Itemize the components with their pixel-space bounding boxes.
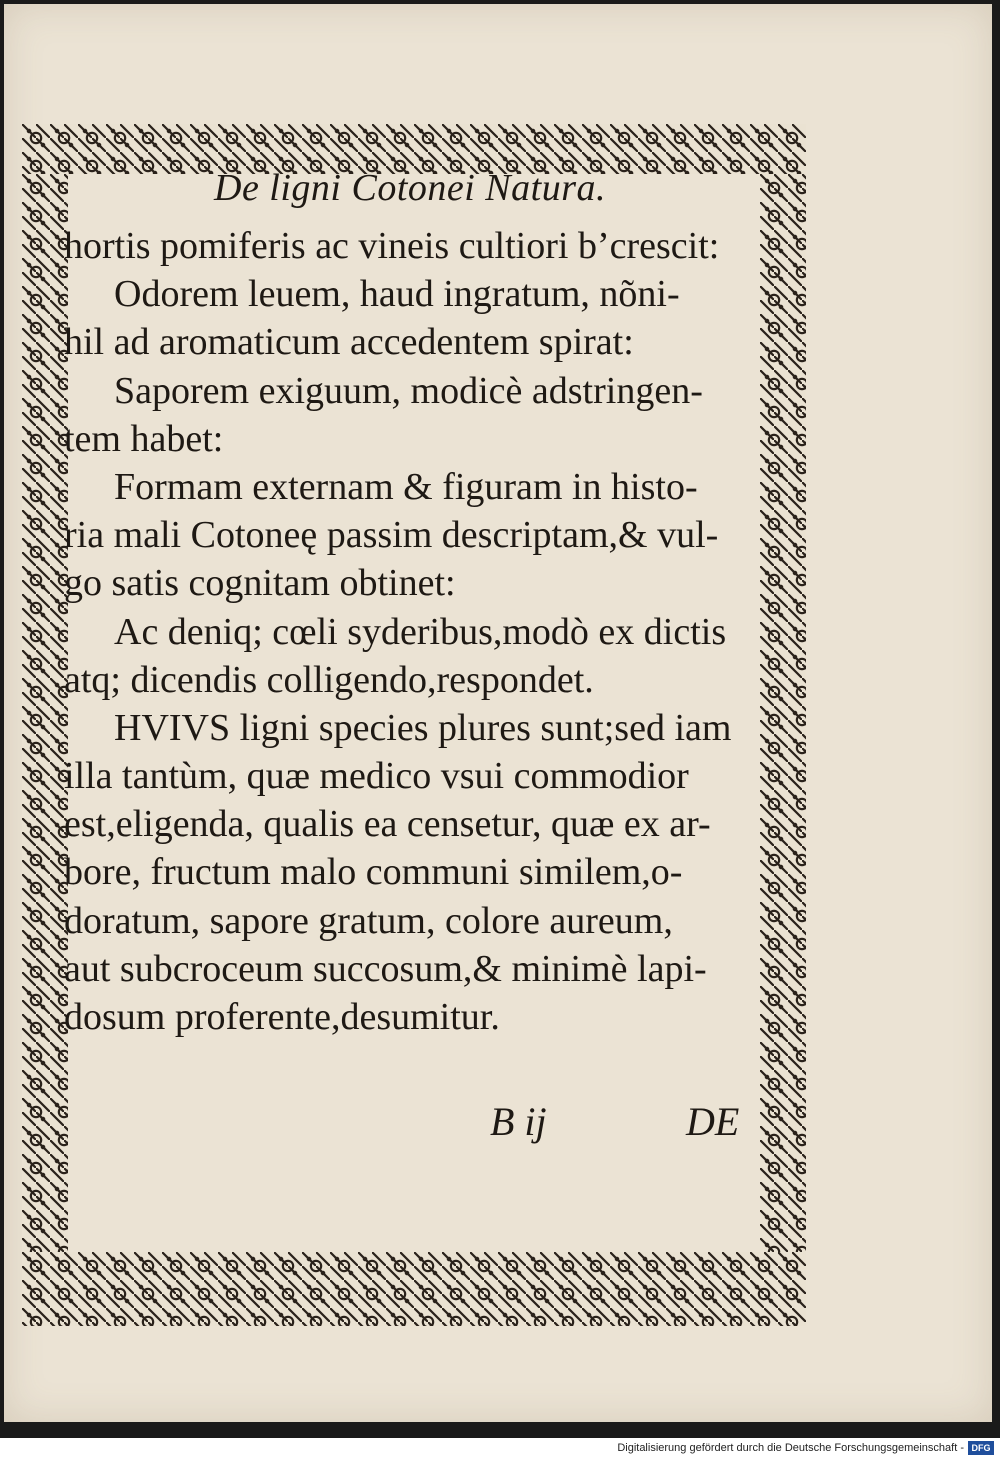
text-line: hortis pomiferis ac vineis cultiori b’crescit: (64, 225, 720, 267)
text-line: est,eligenda, qualis ea censetur, quæ ex ar- (64, 803, 711, 846)
text-line: dosum proferente,desumitur. (64, 996, 500, 1038)
text-line: hil ad aromaticum accedentem spirat: (64, 321, 634, 364)
text-line: doratum, sapore gratum, colore aureum, (64, 899, 673, 942)
text-line: Saporem exiguum, modicè adstringen- (114, 369, 703, 412)
text-line: tem habet: (64, 417, 224, 460)
ornament-border-right (760, 174, 806, 1252)
text-line: Formam externam & figuram in histo- (114, 465, 698, 508)
ornament-border-bottom (22, 1252, 806, 1326)
signature-line (490, 1098, 760, 1146)
text-line: bore, fructum malo communi similem,o- (64, 851, 683, 894)
digitization-credit (617, 1438, 994, 1458)
catchword: DE (686, 1099, 740, 1144)
text-line: atq; dicendis colligendo,respondet. (64, 658, 594, 701)
text-line: go satis cognitam obtinet: (64, 562, 456, 605)
signature-mark: B ij (490, 1099, 547, 1144)
text-line: Ac deniq; cœli syderibus,modò ex dictis (114, 610, 727, 653)
running-head: De ligni Cotonei Natura. (214, 167, 606, 209)
dfg-logo-icon[interactable]: DFG (968, 1441, 994, 1455)
text-line: HVIVS ligni species plures sunt;sed iam (114, 706, 732, 749)
ornament-border-left (22, 174, 68, 1252)
text-line: aut subcroceum succosum,& minimè lapi- (64, 947, 707, 990)
text-line: ria mali Cotoneę passim descriptam,& vul- (64, 514, 719, 557)
text-line: illa tantùm, quæ medico vsui commodior (64, 755, 689, 798)
credit-text: Digitalisierung gefördert durch die Deutsche Forschungsgemeinschaft - (617, 1442, 964, 1454)
body-text (64, 222, 764, 1041)
text-line: Odorem leuem, haud ingratum, nõni- (114, 273, 680, 316)
